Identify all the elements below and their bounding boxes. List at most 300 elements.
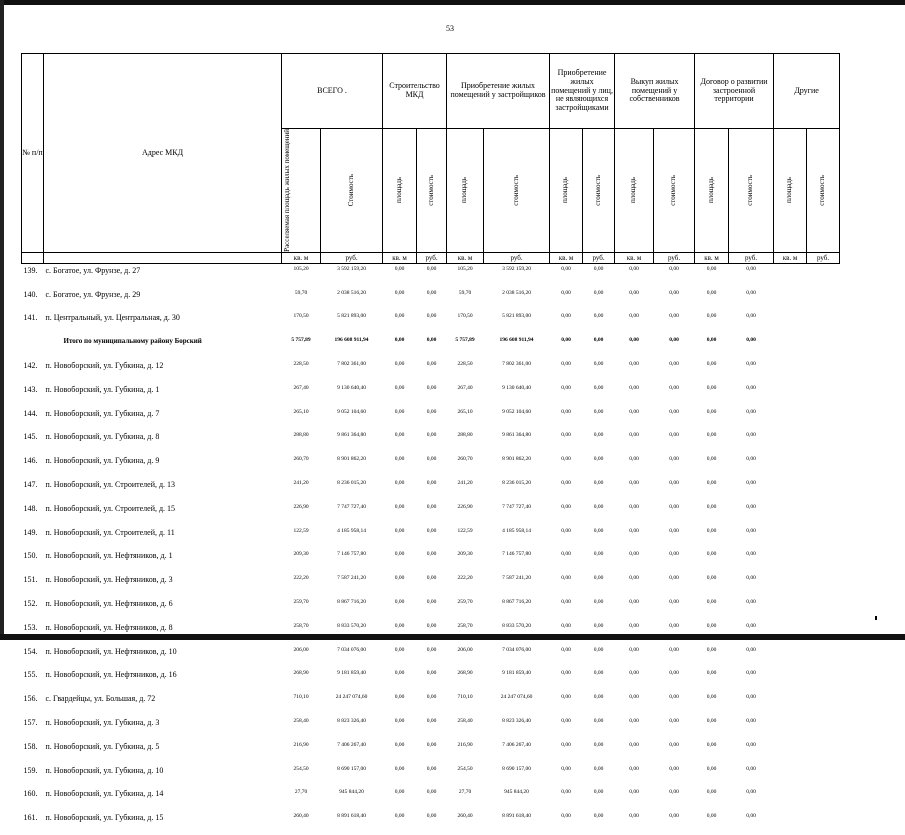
row-value: 258,40 [457, 717, 473, 724]
row-address: п. Новоборский, ул. Губкина, д. 12 [45, 361, 164, 371]
row-address: п. Новоборский, ул. Строителей, д. 15 [45, 503, 176, 513]
row-value: 0,00 [706, 646, 717, 653]
row-value: 0,00 [426, 741, 437, 748]
unit-sq-m: кв. м [695, 252, 729, 263]
row-value [774, 359, 807, 383]
row-value: 0,00 [629, 265, 639, 272]
row-value [774, 692, 807, 716]
row-value: 7 406 267,40 [502, 741, 531, 748]
row-value: 0,00 [746, 765, 756, 772]
unit-sq-m: кв. м [550, 252, 583, 263]
table-row [22, 526, 840, 550]
row-value: 0,00 [593, 575, 604, 582]
row-value: 0,00 [669, 456, 679, 463]
row-value: 288,80 [293, 432, 309, 439]
row-value: 7 747 727,40 [337, 503, 366, 510]
table-row [22, 668, 840, 692]
row-value: 0,00 [394, 551, 405, 558]
row-value: 0,00 [426, 646, 437, 653]
row-value: 0,00 [426, 599, 437, 605]
row-value: 8 690 157,00 [337, 765, 366, 772]
row-value: 0,00 [593, 694, 604, 701]
row-value: 259,70 [293, 599, 309, 605]
row-value: 0,00 [629, 503, 639, 510]
row-value: 0,00 [746, 480, 756, 487]
row-value: 0,00 [426, 361, 437, 368]
row-value: 288,80 [457, 432, 473, 439]
row-value: 0,00 [706, 694, 717, 701]
row-number: 154. [23, 646, 38, 656]
row-value: 0,00 [629, 765, 639, 772]
row-address: п. Новоборский, ул. Губкина, д. 7 [45, 408, 160, 418]
row-value: 0,00 [593, 503, 604, 510]
row-value: 0,00 [593, 813, 604, 820]
row-value: 0,00 [669, 813, 679, 820]
row-value: 0,00 [394, 717, 405, 724]
row-value: 0,00 [593, 527, 604, 534]
row-value: 0,00 [706, 789, 717, 796]
row-value: 0,00 [669, 265, 679, 272]
table-row [22, 502, 840, 526]
row-value: 0,00 [426, 527, 437, 534]
row-value: 228,50 [293, 361, 309, 368]
row-address: п. Новоборский, ул. Нефтяников, д. 16 [45, 670, 177, 680]
row-value: 7 034 076,00 [502, 646, 531, 653]
row-value: 0,00 [394, 456, 405, 463]
row-value: 0,00 [593, 622, 604, 629]
row-value: 9 130 640,40 [502, 384, 531, 391]
row-value [774, 454, 807, 478]
row-value: 0,00 [706, 599, 717, 605]
row-value: 228,50 [457, 361, 473, 368]
row-address: п. Новоборский, ул. Нефтяников, д. 8 [45, 622, 173, 632]
row-value: 9 861 364,80 [337, 432, 366, 439]
row-value: 209,30 [293, 551, 309, 558]
row-value: 0,00 [426, 575, 437, 582]
row-value: 27,70 [294, 789, 308, 796]
row-value: 0,00 [706, 622, 717, 629]
row-value [807, 359, 840, 383]
row-value: 0,00 [426, 456, 437, 463]
header-area: площадь [447, 129, 484, 253]
row-value: 0,00 [629, 361, 639, 368]
row-value: 0,00 [426, 432, 437, 439]
row-value [774, 621, 807, 645]
row-value: 0,00 [426, 408, 437, 415]
row-value: 0,00 [746, 694, 756, 701]
row-address: п. Новоборский, ул. Губкина, д. 5 [45, 741, 160, 751]
row-value: 0,00 [561, 408, 571, 415]
row-value: 8 236 015,20 [337, 480, 366, 487]
row-address: п. Новоборский, ул. Нефтяников, д. 10 [45, 646, 177, 656]
row-value: 8 823 326,40 [337, 717, 366, 724]
header-group-territory-agreement: Договор о развитии застроенной территории [695, 54, 774, 129]
row-number: 148. [23, 503, 38, 513]
row-value: 0,00 [629, 408, 639, 415]
row-value: 0,00 [629, 289, 639, 296]
row-value [807, 645, 840, 669]
row-value [774, 764, 807, 788]
row-value: 0,00 [669, 789, 679, 796]
unit-sq-m: кв. м [383, 252, 417, 263]
row-value [774, 311, 807, 335]
scan-border-left [0, 0, 4, 640]
row-value [807, 549, 840, 573]
row-value: 0,00 [561, 741, 571, 748]
row-value: 0,00 [706, 741, 717, 748]
unit-rub: руб. [417, 252, 447, 263]
row-number: 159. [23, 765, 38, 775]
row-value [774, 645, 807, 669]
row-value: 0,00 [629, 813, 639, 820]
row-value: 0,00 [593, 289, 604, 296]
header-group-buyout: Выкуп жилых помещений у собственников [615, 54, 695, 129]
row-value [807, 454, 840, 478]
table-row [22, 811, 840, 835]
table-row [22, 787, 840, 811]
row-value [774, 407, 807, 431]
table-row [22, 263, 840, 287]
table-row [22, 478, 840, 502]
unit-sq-m: кв. м [447, 252, 484, 263]
row-value: 7 146 757,80 [337, 551, 366, 558]
row-value: 710,10 [457, 694, 473, 701]
row-value [807, 288, 840, 312]
row-number: 139. [23, 265, 38, 275]
row-value: 0,00 [706, 456, 717, 463]
row-value: 0,00 [746, 670, 756, 677]
row-address: п. Новоборский, ул. Нефтяников, д. 6 [45, 599, 173, 608]
header-cost: стоимость [654, 129, 695, 253]
row-value: 0,00 [561, 646, 571, 653]
row-value [774, 335, 807, 359]
table-row [22, 764, 840, 788]
row-value: 0,00 [669, 527, 679, 534]
row-address: п. Новоборский, ул. Губкина, д. 1 [45, 384, 160, 394]
row-value [774, 288, 807, 312]
row-value: 259,70 [457, 599, 473, 605]
row-value: 241,20 [457, 480, 473, 487]
row-value: 0,00 [669, 741, 679, 748]
row-value: 0,00 [426, 717, 437, 724]
table-row [22, 692, 840, 716]
row-value: 0,00 [394, 384, 405, 391]
row-value: 0,00 [746, 599, 756, 605]
row-value: 254,50 [293, 765, 309, 772]
row-value: 5 757,89 [291, 337, 311, 344]
row-value: 0,00 [746, 622, 756, 629]
row-value [774, 383, 807, 407]
row-value: 0,00 [394, 694, 405, 701]
row-value [807, 263, 840, 287]
row-value: 0,00 [426, 503, 437, 510]
unit-sq-m: кв. м [774, 252, 807, 263]
row-value: 0,00 [746, 337, 756, 344]
header-group-purchase-non-developers: Приобретение жилых помещений у лиц, не являющихся застройщиками [550, 54, 615, 129]
row-value: 0,00 [746, 265, 756, 272]
unit-rub: руб. [484, 252, 550, 263]
row-address: п. Новоборский, ул. Губкина, д. 14 [45, 789, 164, 799]
row-value: 3 592 159,20 [502, 265, 531, 272]
row-value: 0,00 [394, 622, 405, 629]
row-value: 0,00 [706, 480, 717, 487]
table-row [22, 430, 840, 454]
row-value [807, 311, 840, 335]
row-value: 0,00 [593, 646, 604, 653]
row-value: 0,00 [394, 599, 405, 605]
row-value: 0,00 [629, 432, 639, 439]
row-number: 146. [23, 456, 38, 466]
row-value: 0,00 [669, 622, 679, 629]
row-value: 0,00 [593, 361, 604, 368]
row-value: 0,00 [669, 551, 679, 558]
row-value: 196 608 911,94 [334, 337, 369, 344]
row-value: 0,00 [669, 717, 679, 724]
row-value: 258,70 [457, 622, 473, 629]
row-number: 161. [23, 813, 38, 823]
row-address: п. Новоборский, ул. Губкина, д. 15 [45, 813, 164, 823]
row-value [807, 787, 840, 811]
row-address: п. Новоборский, ул. Строителей, д. 11 [45, 527, 175, 537]
table-row [22, 454, 840, 478]
row-value: 0,00 [669, 670, 679, 677]
row-value: 0,00 [629, 670, 639, 677]
row-value: 0,00 [669, 575, 679, 582]
header-group-total: ВСЕГО . [282, 54, 383, 129]
row-value: 0,00 [669, 480, 679, 487]
row-value: 0,00 [669, 432, 679, 439]
row-value: 0,00 [426, 670, 437, 677]
row-value: 0,00 [706, 289, 717, 296]
row-value: 0,00 [593, 551, 604, 558]
row-value: 0,00 [706, 670, 717, 677]
row-value: 260,40 [293, 813, 309, 820]
row-number: 151. [23, 575, 38, 585]
table-row [22, 597, 840, 621]
unit-rub: руб. [654, 252, 695, 263]
row-value: 0,00 [706, 503, 717, 510]
row-value: 0,00 [629, 575, 639, 582]
row-value: 0,00 [561, 432, 571, 439]
row-value: 0,00 [561, 575, 571, 582]
row-address: п. Новоборский, ул. Губкина, д. 10 [45, 765, 164, 775]
row-value: 0,00 [629, 456, 639, 463]
table-row-total [22, 335, 840, 359]
row-value: 2 038 516,20 [337, 289, 366, 296]
row-number: 157. [23, 717, 38, 727]
header-group-purchase-developers: Приобретение жилых помещений у застройщиков [447, 54, 550, 129]
row-value: 0,00 [593, 789, 604, 796]
row-value: 9 052 104,60 [502, 408, 531, 415]
row-value: 7 034 076,00 [337, 646, 366, 653]
row-value: 0,00 [426, 265, 437, 272]
row-value: 0,00 [629, 527, 639, 534]
header-cost: стоимость [417, 129, 447, 253]
row-value: 7 146 757,80 [502, 551, 531, 558]
row-value: 9 130 640,40 [337, 384, 366, 391]
row-value: 0,00 [593, 599, 604, 605]
row-value: 0,00 [706, 527, 717, 534]
row-value: 24 247 074,60 [335, 694, 368, 701]
row-value: 0,00 [669, 694, 679, 701]
row-value: 260,70 [293, 456, 309, 463]
table-row [22, 549, 840, 573]
row-value: 196 608 911,94 [499, 337, 534, 344]
row-value [774, 478, 807, 502]
row-value: 0,00 [629, 622, 639, 629]
row-value: 0,00 [746, 313, 756, 320]
row-value: 0,00 [669, 599, 679, 605]
row-value: 0,00 [746, 384, 756, 391]
row-value: 0,00 [746, 717, 756, 724]
row-value: 0,00 [593, 480, 604, 487]
row-value: 0,00 [746, 456, 756, 463]
row-value [807, 811, 840, 835]
row-value: 0,00 [746, 503, 756, 510]
row-value: 0,00 [561, 765, 571, 772]
row-value: 122,59 [293, 527, 309, 534]
row-value [807, 573, 840, 597]
row-value: 0,00 [561, 503, 571, 510]
unit-sq-m: кв. м [615, 252, 654, 263]
row-value: 0,00 [669, 408, 679, 415]
row-value: 0,00 [629, 337, 639, 344]
row-value: 0,00 [426, 694, 437, 701]
row-value [807, 740, 840, 764]
row-value: 0,00 [746, 646, 756, 653]
row-value: 0,00 [426, 813, 437, 820]
row-address: п. Новоборский, ул. Строителей, д. 13 [45, 480, 176, 490]
row-value [807, 597, 840, 621]
row-value: 0,00 [561, 694, 571, 701]
row-value: 2 038 516,20 [502, 289, 531, 296]
row-value: 0,00 [561, 717, 571, 724]
table-row [22, 383, 840, 407]
row-value: 0,00 [706, 813, 717, 820]
row-value: 0,00 [746, 527, 756, 534]
header-group-construction: Строительство МКД [383, 54, 447, 129]
row-value: 0,00 [394, 765, 405, 772]
table-row [22, 716, 840, 740]
row-address: Итого по муниципальному району Борский [63, 337, 202, 346]
row-value [807, 526, 840, 550]
table-row [22, 288, 840, 312]
row-value: 268,90 [293, 670, 309, 677]
row-value: 0,00 [629, 646, 639, 653]
row-number: 141. [23, 313, 38, 323]
header-group-other: Другие [774, 54, 840, 129]
row-value: 0,00 [426, 551, 437, 558]
row-value: 0,00 [669, 313, 679, 320]
row-value [774, 526, 807, 550]
row-value: 0,00 [629, 599, 639, 605]
row-value: 0,00 [394, 289, 405, 296]
row-value: 0,00 [669, 765, 679, 772]
table-row [22, 407, 840, 431]
row-address: с. Богатое, ул. Фрунзе, д. 29 [45, 289, 141, 299]
row-value: 8 867 716,20 [337, 599, 366, 605]
row-value: 268,90 [457, 670, 473, 677]
row-address: с. Гвардейцы, ул. Большая, д. 72 [45, 694, 156, 704]
row-value: 9 181 859,40 [502, 670, 531, 677]
table-row [22, 573, 840, 597]
row-value: 258,70 [293, 622, 309, 629]
row-value: 0,00 [561, 289, 571, 296]
row-address: п. Новоборский, ул. Губкина, д. 8 [45, 432, 160, 442]
row-value [807, 621, 840, 645]
row-value: 0,00 [629, 717, 639, 724]
row-value: 105,20 [293, 265, 309, 272]
row-value [807, 407, 840, 431]
row-number: 155. [23, 670, 38, 680]
row-value: 226,90 [457, 503, 473, 510]
row-value: 0,00 [706, 432, 717, 439]
row-value: 0,00 [394, 741, 405, 748]
row-number: 144. [23, 408, 38, 418]
row-value: 267,40 [457, 384, 473, 391]
row-value: 260,70 [457, 456, 473, 463]
row-number: 140. [23, 289, 38, 299]
row-value: 206,00 [457, 646, 473, 653]
row-value: 59,70 [294, 289, 308, 296]
row-value: 0,00 [593, 670, 604, 677]
row-value: 0,00 [561, 361, 571, 368]
row-address: п. Новоборский, ул. Губкина, д. 3 [45, 717, 160, 727]
row-value: 0,00 [561, 265, 571, 272]
header-row-number: № п/п [22, 54, 44, 253]
row-value: 0,00 [746, 432, 756, 439]
row-value [807, 668, 840, 692]
row-value [807, 502, 840, 526]
row-value: 9 861 364,80 [502, 432, 531, 439]
row-value [807, 716, 840, 740]
row-value: 0,00 [426, 789, 437, 796]
row-value: 7 747 727,40 [502, 503, 531, 510]
header-area: площадь [774, 129, 807, 253]
row-value: 945 844,20 [339, 789, 364, 796]
row-value: 0,00 [561, 551, 571, 558]
row-value: 0,00 [669, 289, 679, 296]
row-value: 0,00 [394, 432, 405, 439]
row-value: 258,40 [293, 717, 309, 724]
row-value: 0,00 [706, 765, 717, 772]
row-number: 153. [23, 622, 38, 632]
row-number: 142. [23, 361, 38, 371]
row-value [774, 430, 807, 454]
row-address: п. Центральный, ул. Центральная, д. 30 [45, 313, 180, 323]
row-value: 0,00 [746, 408, 756, 415]
row-value: 0,00 [746, 289, 756, 296]
row-value: 0,00 [426, 480, 437, 487]
row-value: 0,00 [394, 337, 405, 344]
row-value: 0,00 [593, 337, 604, 344]
row-value: 0,00 [394, 480, 405, 487]
row-value: 8 833 570,20 [337, 622, 366, 629]
row-value: 226,90 [293, 503, 309, 510]
row-value: 0,00 [706, 265, 717, 272]
row-value: 0,00 [561, 527, 571, 534]
row-value: 0,00 [593, 741, 604, 748]
row-value: 8 833 570,20 [502, 622, 531, 629]
row-address: п. Новоборский, ул. Нефтяников, д. 1 [45, 551, 173, 561]
unit-rub: руб. [807, 252, 840, 263]
table-row [22, 740, 840, 764]
row-value: 0,00 [426, 289, 437, 296]
row-value: 8 236 015,20 [502, 480, 531, 487]
row-value: 5 821 893,00 [337, 313, 366, 320]
row-value: 0,00 [706, 313, 717, 320]
row-value: 0,00 [746, 575, 756, 582]
